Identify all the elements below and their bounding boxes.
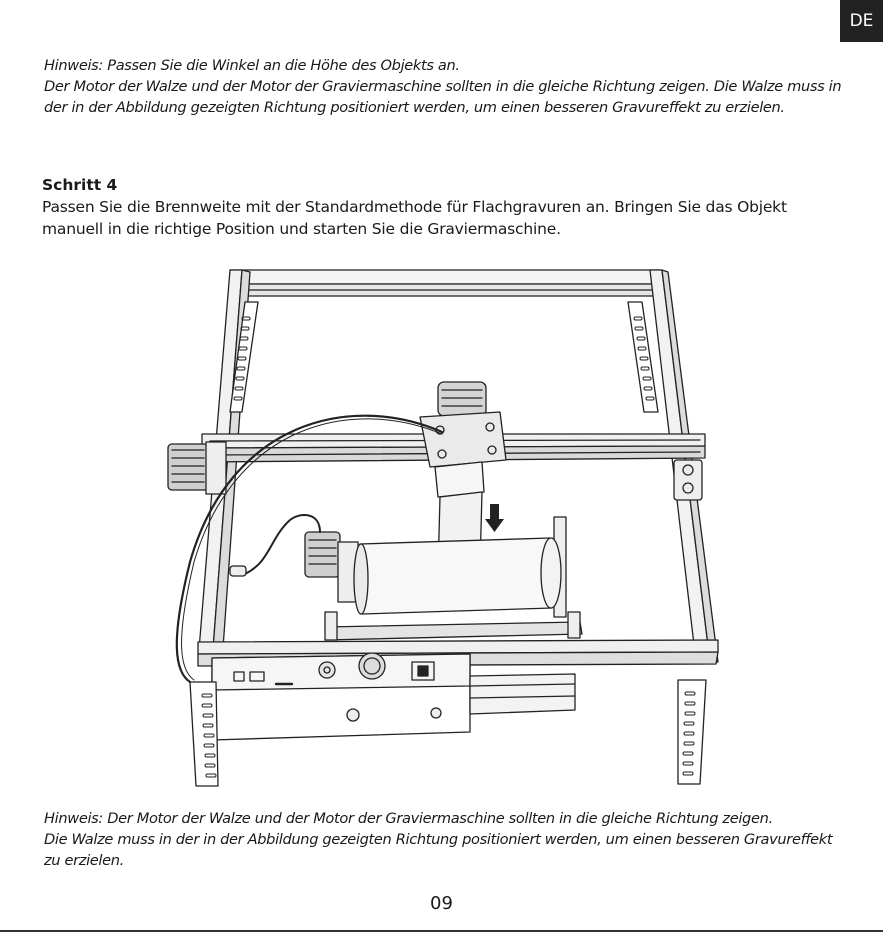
cylinder-object bbox=[354, 538, 561, 614]
top-note bbox=[44, 55, 844, 118]
front-left-leg bbox=[190, 682, 218, 786]
top-note-line1: Hinweis: Passen Sie die Winkel an die Höhe des Objekts an. bbox=[44, 57, 460, 74]
top-note-line2: Der Motor der Walze und der Motor der Graviermaschine sollten in die gleiche Richtung zeigen. Die Walze muss in der in der Abbildung gezeigten Richtung positioniert werden, um einen besseren Gravureffekt zu erzielen. bbox=[44, 78, 842, 116]
front-right-leg bbox=[678, 680, 706, 784]
roller-motor bbox=[230, 515, 340, 577]
engraver-illustration bbox=[150, 262, 740, 792]
bottom-note-line1: Hinweis: Der Motor der Walze und der Motor der Graviermaschine sollten in die gleiche Richtung zeigen. bbox=[44, 810, 773, 827]
front-extension bbox=[470, 674, 575, 714]
bottom-note-line2: Die Walze muss in der in der Abbildung gezeigten Richtung positioniert werden, um einen besseren Gravureffekt zu erzielen. bbox=[44, 831, 833, 869]
back-rail bbox=[230, 270, 662, 296]
gantry-end-right bbox=[674, 460, 702, 500]
page-number: 09 bbox=[430, 893, 453, 914]
bottom-note bbox=[44, 808, 844, 871]
down-arrow-icon bbox=[485, 504, 504, 532]
control-box bbox=[212, 653, 470, 740]
back-right-leg bbox=[628, 302, 658, 412]
step-body: Passen Sie die Brennweite mit der Standardmethode für Flachgravuren an. Bringen Sie das Objekt manuell in die richtige Position und starten Sie die Graviermaschine. bbox=[42, 198, 787, 238]
bottom-rule bbox=[0, 930, 883, 932]
gantry-motor-left bbox=[168, 442, 226, 494]
language-tab: DE bbox=[840, 0, 883, 42]
step-title: Schritt 4 bbox=[42, 176, 118, 194]
